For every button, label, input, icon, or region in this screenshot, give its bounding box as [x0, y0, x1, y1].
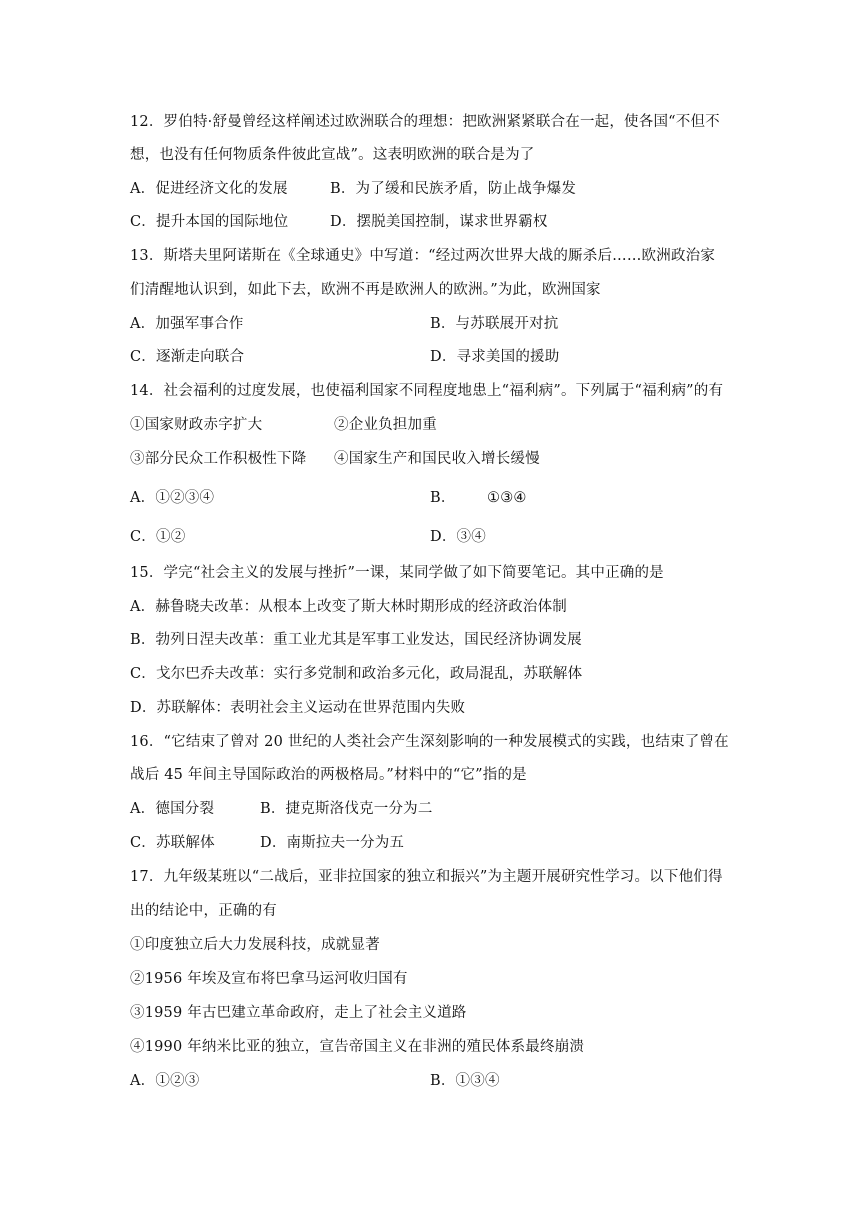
statement-item: ②1956 年埃及宣布将巴拿马运河收归国有	[130, 971, 408, 987]
statement-item: ④1990 年纳米比亚的独立，宣告帝国主义在非洲的殖民体系最终崩溃	[130, 1039, 585, 1055]
statement-item: ④国家生产和国民收入增长缓慢	[334, 451, 540, 467]
question-stem: 出的结论中，正确的有	[130, 903, 277, 919]
statement-item: ①印度独立后大力发展科技，成就显著	[130, 937, 380, 953]
option-a: A．赫鲁晓夫改革：从根本上改变了斯大林时期形成的经济政治体制	[130, 599, 567, 615]
option-c: C．逐渐走向联合	[130, 349, 245, 365]
option-c: C．戈尔巴乔夫改革：实行多党制和政治多元化，政局混乱，苏联解体	[130, 666, 583, 682]
option-a: A．加强军事合作	[130, 316, 244, 332]
question-stem: 想，也没有任何物质条件彼此宣战”。这表明欧洲的联合是为了	[130, 147, 535, 163]
question-stem: 14．社会福利的过度发展，也使福利国家不同程度地患上“福利病”。下列属于“福利病”的有	[130, 383, 724, 399]
option-d: D．寻求美国的援助	[430, 349, 560, 365]
option-b: B．	[430, 490, 456, 506]
option-a: A．①②③	[130, 1073, 200, 1089]
option-b: B．捷克斯洛伐克一分为二	[260, 801, 433, 817]
option-c: C．苏联解体	[130, 835, 215, 851]
statement-item: ③1959 年古巴建立革命政府，走上了社会主义道路	[130, 1005, 467, 1021]
option-a: A．促进经济文化的发展	[130, 181, 288, 197]
option-c: C．提升本国的国际地位	[130, 214, 289, 230]
option-a: A．德国分裂	[130, 801, 215, 817]
statement-item: ①国家财政赤字扩大	[130, 417, 263, 433]
question-stem: 13．斯塔夫里阿诺斯在《全球通史》中写道：“经过两次世界大战的厮杀后……欧洲政治家	[130, 248, 716, 264]
question-stem: 16．“它结束了曾对 20 世纪的人类社会产生深刻影响的一种发展模式的实践，也结束了曾在	[130, 734, 729, 750]
option-b: B．为了缓和民族矛盾，防止战争爆发	[330, 181, 577, 197]
option-a: A．①②③④	[130, 490, 215, 506]
option-d: D．苏联解体：表明社会主义运动在世界范围内失败	[130, 700, 466, 716]
option-c: C．①②	[130, 529, 186, 545]
option-b: B．与苏联展开对抗	[430, 316, 559, 332]
statement-item: ③部分民众工作积极性下降	[130, 451, 307, 467]
option-d: D．南斯拉夫一分为五	[260, 835, 405, 851]
statement-item: ②企业负担加重	[334, 417, 437, 433]
option-d: D．摆脱美国控制，谋求世界霸权	[330, 214, 548, 230]
question-stem: 们清醒地认识到，如此下去，欧洲不再是欧洲人的欧洲。”为此，欧洲国家	[130, 282, 601, 298]
question-stem: 17．九年级某班以“二战后，亚非拉国家的独立和振兴”为主题开展研究性学习。以下他们得	[130, 869, 723, 885]
question-stem: 12．罗伯特·舒曼曾经这样阐述过欧洲联合的理想：把欧洲紧紧联合在一起，使各国“不但不	[130, 114, 720, 130]
option-d: D．③④	[430, 529, 486, 545]
question-stem: 15．学完“社会主义的发展与挫折”一课，某同学做了如下简要笔记。其中正确的是	[130, 565, 664, 581]
question-stem: 战后 45 年间主导国际政治的两极格局。”材料中的“它”指的是	[130, 767, 527, 783]
option-b: B．勃列日涅夫改革：重工业尤其是军事工业发达，国民经济协调发展	[130, 632, 582, 648]
option-b: B．①③④	[430, 1073, 500, 1089]
option-b-value: ①③④	[487, 490, 527, 506]
